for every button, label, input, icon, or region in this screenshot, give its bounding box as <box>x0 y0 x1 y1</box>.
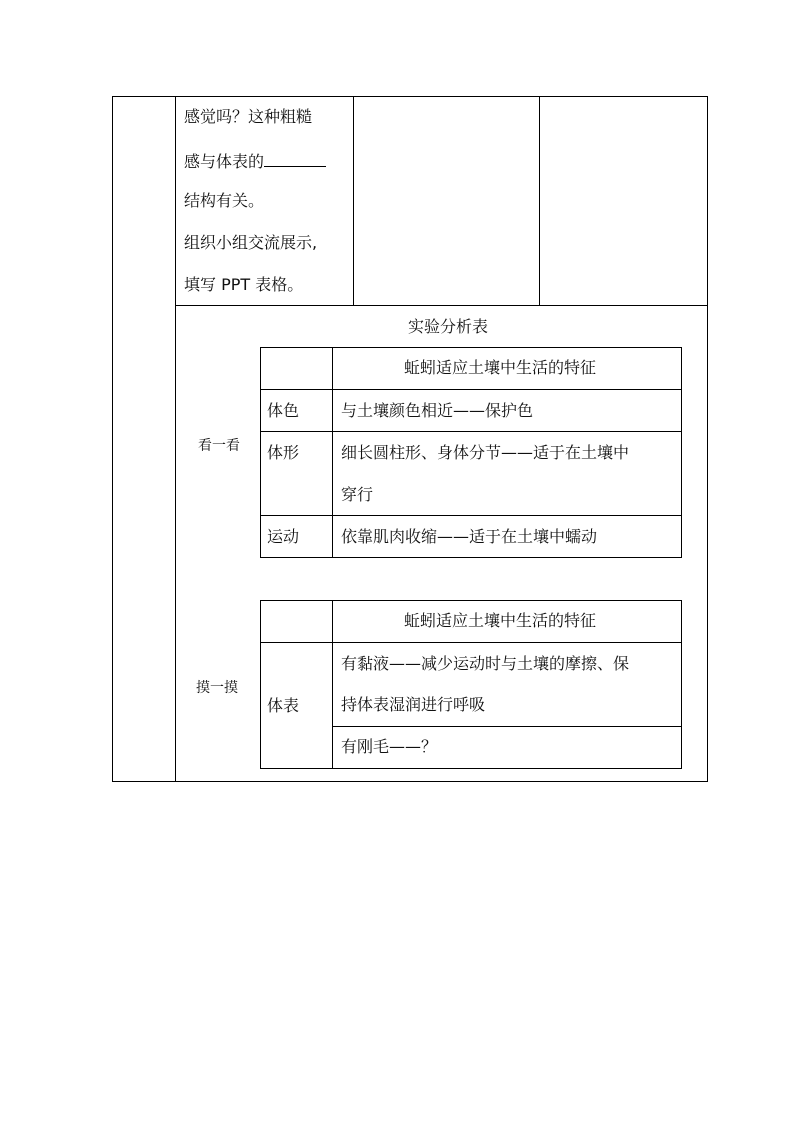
outer-right-border <box>707 96 708 782</box>
outer-bottom-border <box>112 781 708 782</box>
touch-label: 摸一摸 <box>196 680 238 696</box>
top-cell-line-4: 组织小组交流展示, <box>184 233 318 252</box>
look-row-desc: 与土壤颜色相近——保护色 <box>341 401 534 420</box>
look-label: 看一看 <box>198 438 240 454</box>
fill-in-blank <box>264 150 326 167</box>
touch-desc-1b: 持体表湿润进行呼吸 <box>341 695 486 714</box>
touch-border-left <box>260 600 261 769</box>
touch-row-name: 体表 <box>267 696 300 715</box>
touch-desc-1a: 有黏液——减少运动时与土壤的摩擦、保 <box>341 654 630 673</box>
look-row-name: 体形 <box>267 443 300 462</box>
look-border-left <box>260 347 261 558</box>
top-cell-line-2 <box>184 150 326 172</box>
touch-header: 蚯蚓适应土壤中生活的特征 <box>404 611 597 630</box>
top-cell-line-2-text: 感与体表的 <box>184 152 265 171</box>
look-border-right <box>681 347 682 558</box>
touch-desc-2: 有刚毛——？ <box>341 737 438 756</box>
touch-border-top <box>260 600 682 601</box>
analysis-title: 实验分析表 <box>408 317 489 336</box>
touch-border-2 <box>332 726 682 727</box>
column-divider-2 <box>353 96 354 305</box>
look-row-name: 体色 <box>267 401 300 420</box>
touch-border-mid <box>332 600 333 769</box>
outer-left-border <box>112 96 113 782</box>
look-row-desc: 细长圆柱形、身体分节——适于在土壤中 <box>341 443 630 462</box>
look-border-top <box>260 347 682 348</box>
look-row-desc: 依靠肌肉收缩——适于在土壤中蠕动 <box>341 527 598 546</box>
look-border-2 <box>260 431 682 432</box>
touch-border-right <box>681 600 682 769</box>
look-header: 蚯蚓适应土壤中生活的特征 <box>404 358 597 377</box>
look-border-1 <box>260 389 682 390</box>
row-divider <box>175 305 708 306</box>
column-divider-3 <box>539 96 540 305</box>
outer-top-border <box>112 96 708 97</box>
top-cell-line-5: 填写 PPT 表格。 <box>184 275 304 294</box>
touch-border-bottom <box>260 768 682 769</box>
look-border-mid <box>332 347 333 558</box>
look-row-desc: 穿行 <box>341 485 374 504</box>
look-border-3 <box>260 515 682 516</box>
top-cell-line-1: 感觉吗？这种粗糙 <box>184 107 313 126</box>
column-divider-1 <box>175 96 176 782</box>
touch-border-1 <box>260 642 682 643</box>
top-cell-line-3: 结构有关。 <box>184 191 265 210</box>
look-border-bottom <box>260 557 682 558</box>
look-row-name: 运动 <box>267 527 300 546</box>
